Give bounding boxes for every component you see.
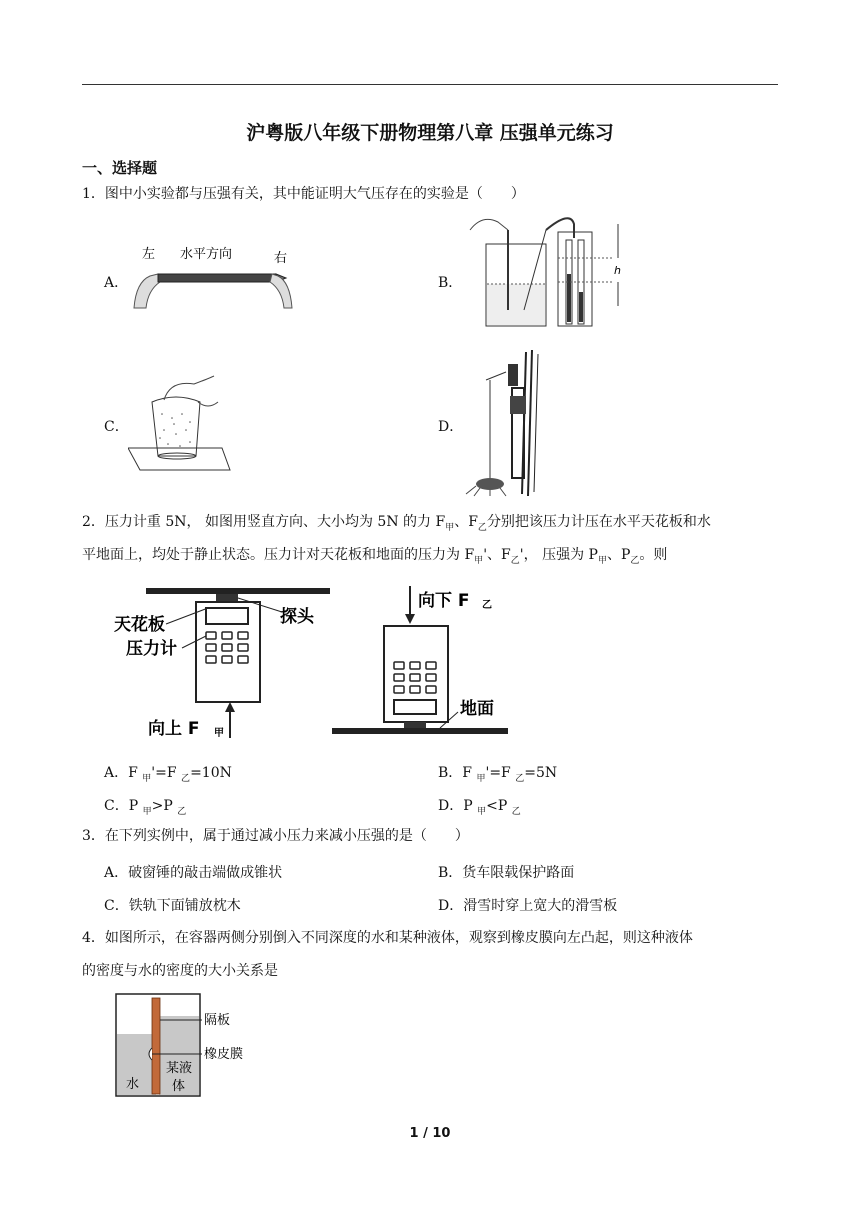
question-3-stem: 3．在下列实例中，属于通过减小压力来减小压强的是（ ）: [82, 828, 469, 844]
fig-up-force-label: 向上 F: [148, 719, 200, 739]
header-rule: [82, 84, 778, 85]
fig-down-force-sub: 乙: [482, 600, 492, 611]
q2-option-a: A．F $_甲$'=F $_乙$=10N: [104, 765, 232, 784]
fig-b-h-label: h: [614, 264, 621, 277]
fig-ceiling-label: 天花板: [114, 615, 165, 635]
q1-option-c-label: C．: [104, 419, 129, 435]
q3-option-d: D．滑雪时穿上宽大的滑雪板: [438, 898, 618, 914]
fig-gauge-label: 压力计: [126, 639, 177, 659]
question-4-line-2: 的密度与水的密度的大小关系是: [82, 963, 278, 979]
question-2-line-1: 2．压力计重 5N， 如图用竖直方向、大小均为 5N 的力 $F_甲$、$F_乙$分别把该压力计压在水平天花板和水: [82, 514, 711, 533]
q2-figure-pressure-gauge: [112, 582, 510, 742]
q1-option-d-label: D．: [438, 419, 464, 435]
fig-liquid-label-2: 体: [172, 1079, 186, 1094]
q2-option-b: B．F $_甲$'=F $_乙$=5N: [438, 765, 558, 784]
q1-figure-b-manometer: [462, 210, 632, 332]
page-title: 沪粤版八年级下册物理第八章 压强单元练习: [246, 122, 614, 144]
fig-a-left-label: 左: [142, 247, 156, 262]
fig-up-force-sub: 甲: [214, 728, 224, 739]
q1-option-b-label: B．: [438, 275, 463, 291]
q3-option-b: B．货车限载保护路面: [438, 865, 575, 881]
q3-option-a: A．破窗锤的敲击端做成锥状: [104, 865, 283, 881]
q1-figure-c-inverted-cup: [128, 374, 232, 474]
q3-option-c: C．铁轨下面铺放枕木: [104, 898, 241, 914]
q2-option-d: D．P $_甲$<P $_乙$: [438, 798, 521, 817]
question-4-line-1: 4．如图所示，在容器两侧分别倒入不同深度的水和某种液体，观察到橡皮膜向左凸起，则这种液体: [82, 930, 693, 946]
fig-ground-label: 地面: [460, 699, 494, 719]
q1-figure-d-barrel: [460, 348, 550, 498]
fig-partition-label: 隔板: [204, 1013, 231, 1028]
q4-figure-container: [112, 990, 262, 1100]
page-number: 1 / 10: [409, 1126, 451, 1141]
q2-option-c: C．P $_甲$>P $_乙$: [104, 798, 187, 817]
question-2-line-2: 平地面上，均处于静止状态。压力计对天花板和地面的压力为 $F_甲'$、$F_乙'$， 压强为 $P_甲$、$P_乙$。则: [82, 547, 668, 566]
fig-water-label: 水: [126, 1077, 140, 1092]
q1-option-a-label: A．: [104, 275, 129, 291]
fig-membrane-label: 橡皮膜: [204, 1047, 244, 1062]
fig-down-force-label: 向下 F: [418, 591, 470, 611]
section-heading: 一、选择题: [82, 159, 158, 177]
fig-a-right-label: 右: [274, 251, 288, 266]
q1-figure-a-pencil: [128, 238, 298, 318]
fig-liquid-label-1: 某液: [166, 1061, 193, 1076]
fig-probe-label: 探头: [280, 607, 314, 627]
fig-a-mid-label: 水平方向: [180, 247, 233, 262]
question-1-stem: 1．图中小实验都与压强有关，其中能证明大气压存在的实验是（ ）: [82, 186, 525, 202]
